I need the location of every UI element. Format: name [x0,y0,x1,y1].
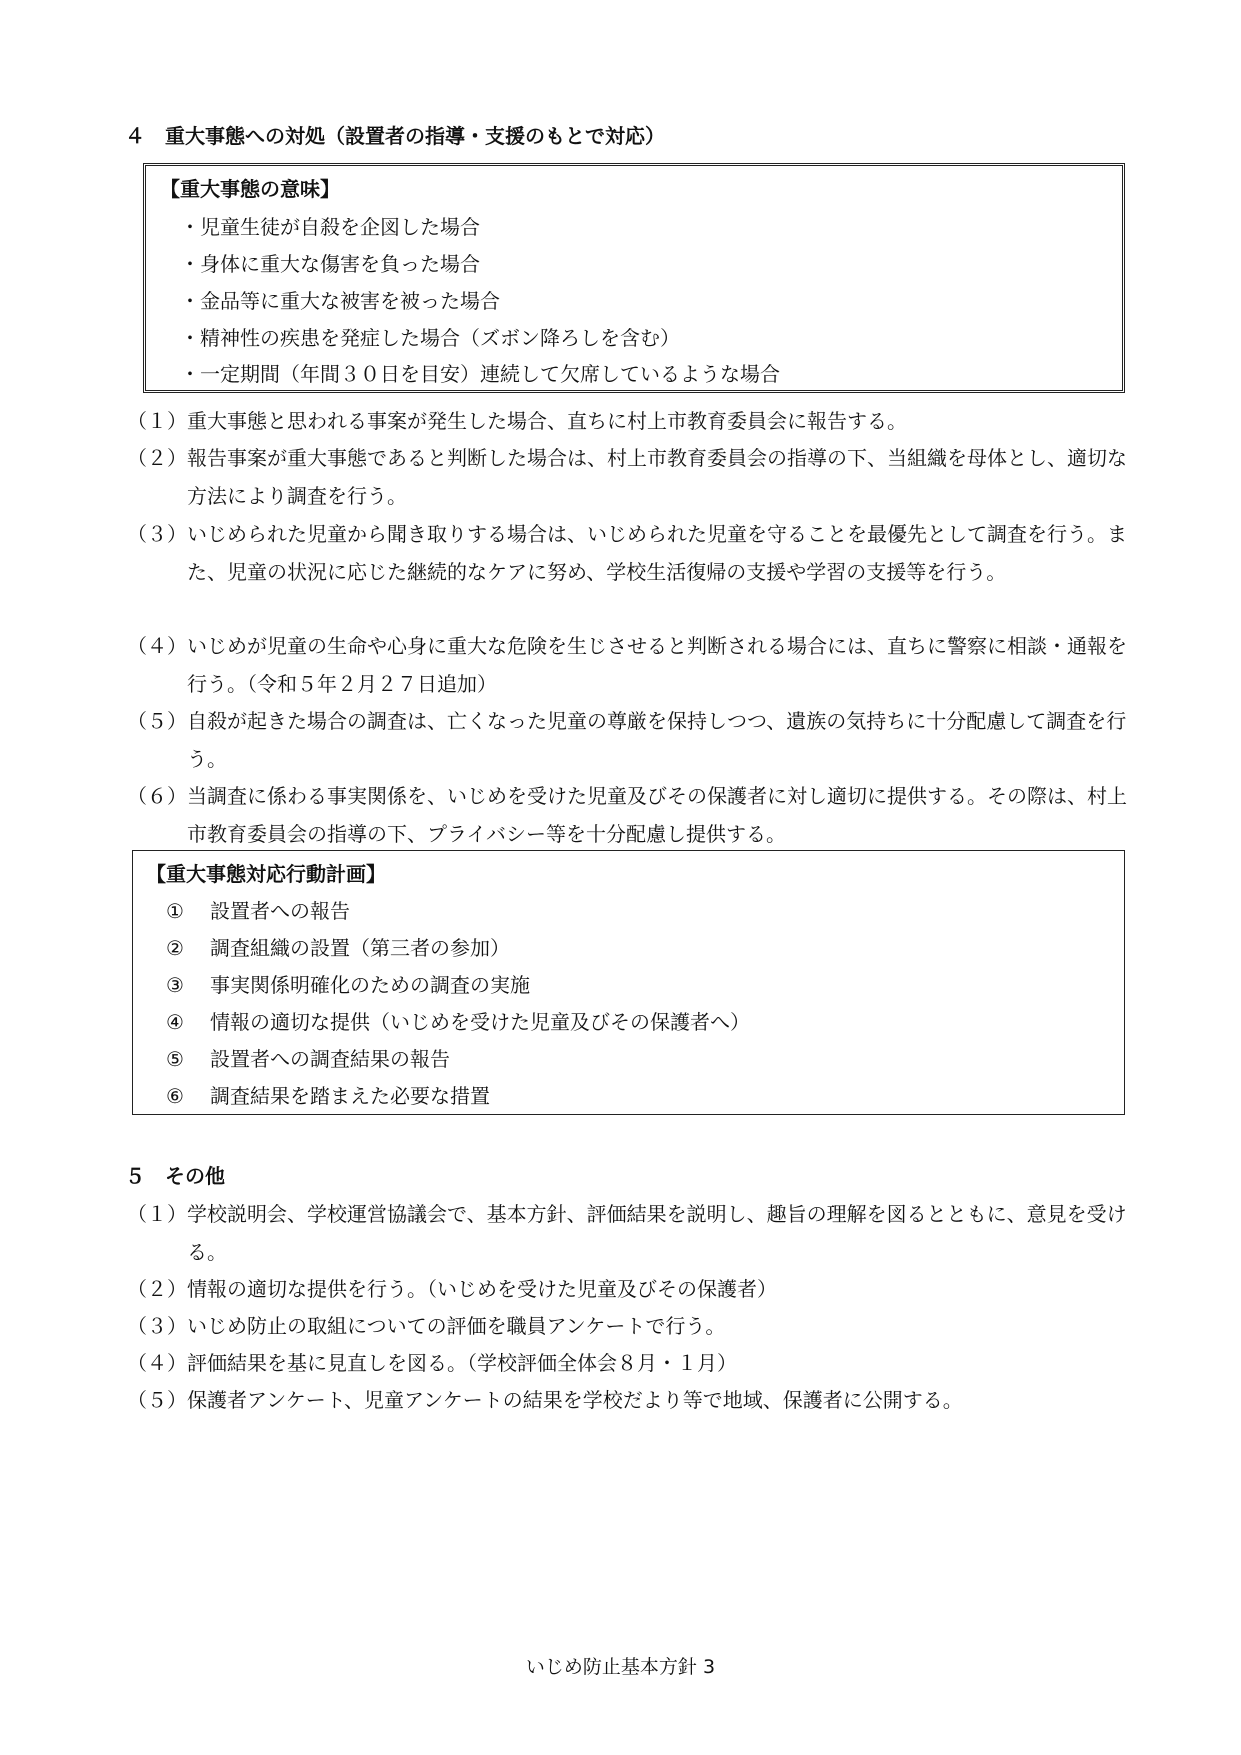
paragraph-text: 自殺が起きた場合の調査は、亡くなった児童の尊厳を保持しつつ、遺族の気持ちに十分配慮して調査を行う。 [187,709,1127,771]
meaning-item: ・精神性の疾患を発症した場合（ズボン降ろしを含む） [180,326,680,350]
section-4-paragraph [127,439,1127,515]
paragraph-number: （５） [127,709,187,733]
paragraph-number: （２） [127,1277,187,1301]
paragraph-number: （６） [127,784,187,808]
meaning-item: ・児童生徒が自殺を企図した場合 [180,215,480,239]
plan-item-text: 事実関係明確化のための調査の実施 [210,973,530,997]
plan-item-text: 情報の適切な提供（いじめを受けた児童及びその保護者へ） [210,1010,750,1034]
plan-item-number: ⑤ [166,1047,184,1071]
plan-item-number: ① [166,899,184,923]
paragraph-text: 重大事態と思われる事案が発生した場合、直ちに村上市教育委員会に報告する。 [187,409,907,433]
paragraph-text: 保護者アンケート、児童アンケートの結果を学校だより等で地域、保護者に公開する。 [187,1388,963,1412]
section-5-paragraph [127,1381,1127,1419]
section-4-paragraph [127,777,1127,853]
section-4-paragraph [127,515,1127,591]
paragraph-text: 学校説明会、学校運営協議会で、基本方針、評価結果を説明し、趣旨の理解を図るとともに、意見を受ける。 [187,1202,1127,1264]
section-5-paragraph [127,1344,1127,1382]
paragraph-text: いじめが児童の生命や心身に重大な危険を生じさせると判断される場合には、直ちに警察に相談・通報を行う。（令和５年２月２７日追加） [187,634,1127,696]
meaning-item: ・身体に重大な傷害を負った場合 [180,252,480,276]
section-4-heading: ４ 重大事態への対処（設置者の指導・支援のもとで対応） [125,124,665,148]
plan-item-text: 調査結果を踏まえた必要な措置 [210,1084,490,1108]
section-5-paragraph [127,1195,1127,1271]
plan-item-text: 設置者への報告 [210,899,350,923]
paragraph-number: （１） [127,409,187,433]
meaning-box-title: 【重大事態の意味】 [160,177,340,201]
plan-item-number: ⑥ [166,1084,184,1108]
paragraph-text: 当調査に係わる事実関係を、いじめを受けた児童及びその保護者に対し適切に提供する。その際は、村上市教育委員会の指導の下、プライバシー等を十分配慮し提供する。 [187,784,1127,846]
paragraph-text: いじめ防止の取組についての評価を職員アンケートで行う。 [187,1314,726,1338]
paragraph-number: （３） [127,522,187,546]
section-5-paragraph [127,1307,1127,1345]
section-5-paragraph [127,1270,1127,1308]
section-4-paragraph [127,402,1127,440]
plan-item-text: 調査組織の設置（第三者の参加） [210,936,510,960]
paragraph-number: （５） [127,1388,187,1412]
paragraph-text: 情報の適切な提供を行う。（いじめを受けた児童及びその保護者） [187,1277,777,1301]
paragraph-text: いじめられた児童から聞き取りする場合は、いじめられた児童を守ることを最優先として調査を行う。また、児童の状況に応じた継続的なケアに努め、学校生活復帰の支援や学習の支援等を行う。 [187,522,1127,584]
paragraph-number: （４） [127,634,187,658]
section-5-heading: ５ その他 [125,1164,225,1188]
section-4-paragraph [127,627,1127,703]
page-footer: いじめ防止基本方針 3 [525,1656,716,1678]
plan-item-number: ③ [166,973,184,997]
paragraph-text: 評価結果を基に見直しを図る。（学校評価全体会８月・１月） [187,1351,737,1375]
paragraph-number: （１） [127,1202,187,1226]
meaning-item: ・一定期間（年間３０日を目安）連続して欠席しているような場合 [180,362,780,386]
plan-item-number: ④ [166,1010,184,1034]
meaning-item: ・金品等に重大な被害を被った場合 [180,289,500,313]
paragraph-number: （２） [127,446,187,470]
plan-item-number: ② [166,936,184,960]
plan-box-title: 【重大事態対応行動計画】 [146,862,386,886]
plan-item-text: 設置者への調査結果の報告 [210,1047,450,1071]
paragraph-number: （３） [127,1314,187,1338]
paragraph-number: （４） [127,1351,187,1375]
section-4-paragraph [127,702,1127,778]
paragraph-text: 報告事案が重大事態であると判断した場合は、村上市教育委員会の指導の下、当組織を母体とし、適切な方法により調査を行う。 [187,446,1127,508]
